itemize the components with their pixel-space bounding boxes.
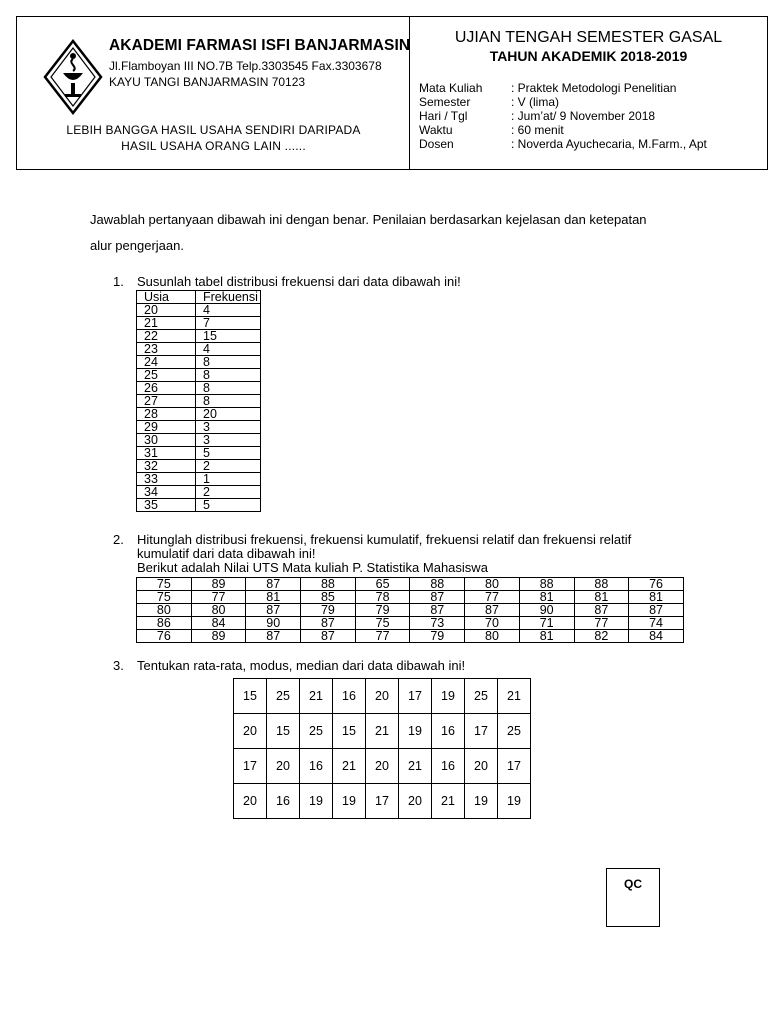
table-cell: 71 <box>519 617 574 630</box>
table-cell: 5 <box>196 447 261 460</box>
table-cell: 25 <box>267 679 300 714</box>
table-cell: 19 <box>432 679 465 714</box>
table-cell: 24 <box>137 356 196 369</box>
table-cell: 17 <box>465 714 498 749</box>
table-cell: 75 <box>137 578 192 591</box>
table-cell: 25 <box>465 679 498 714</box>
table-row <box>137 343 261 356</box>
table-row <box>234 784 531 819</box>
table-cell: 23 <box>137 343 196 356</box>
table-row <box>137 591 684 604</box>
table-cell: 74 <box>629 617 684 630</box>
table-cell: 4 <box>196 343 261 356</box>
question-1-number: 1. <box>113 274 124 289</box>
table-cell: 79 <box>301 604 356 617</box>
table-cell: 26 <box>137 382 196 395</box>
table-row <box>137 356 261 369</box>
table-cell: 88 <box>574 578 629 591</box>
column-header-age: Usia <box>137 291 196 304</box>
table-cell: 17 <box>366 784 399 819</box>
table-cell: 77 <box>355 630 410 643</box>
meta-date: Hari / Tgl : Jum’at/ 9 November 2018 <box>419 109 656 123</box>
exam-title: UJIAN TENGAH SEMESTER GASAL <box>454 29 723 46</box>
table-cell: 19 <box>465 784 498 819</box>
question-3-number: 3. <box>113 658 124 673</box>
table-row <box>137 304 261 317</box>
table-cell: 15 <box>333 714 366 749</box>
table-cell: 87 <box>465 604 520 617</box>
address-line-1: Jl.Flamboyan III NO.7B Telp.3303545 Fax.3303678 <box>109 59 382 73</box>
meta-course: Mata Kuliah : Praktek Metodologi Penelitian <box>419 81 677 95</box>
table-cell: 25 <box>300 714 333 749</box>
table-cell: 20 <box>196 408 261 421</box>
table-cell: 33 <box>137 473 196 486</box>
frequency-table <box>136 290 261 512</box>
frequency-table-body <box>137 304 261 512</box>
table-row <box>137 434 261 447</box>
table-cell: 25 <box>137 369 196 382</box>
table-cell: 85 <box>301 591 356 604</box>
table-cell: 3 <box>196 421 261 434</box>
table-cell: 17 <box>234 749 267 784</box>
table-cell: 77 <box>191 591 246 604</box>
table-cell: 75 <box>355 617 410 630</box>
table-cell: 80 <box>465 630 520 643</box>
table-cell: 34 <box>137 486 196 499</box>
table-cell: 90 <box>519 604 574 617</box>
exam-header <box>16 16 768 170</box>
meta-semester: Semester : V (lima) <box>419 95 559 109</box>
table-cell: 5 <box>196 499 261 512</box>
qc-box: QC <box>606 868 660 927</box>
meta-lecturer: Dosen : Noverda Ayuchecaria, M.Farm., Apt <box>419 137 707 151</box>
question-1-text: Susunlah tabel distribusi frekuensi dari data dibawah ini! <box>137 274 461 289</box>
table-row <box>234 679 531 714</box>
table-cell: 29 <box>137 421 196 434</box>
table-cell: 81 <box>246 591 301 604</box>
data-table <box>233 678 531 819</box>
table-row <box>234 749 531 784</box>
table-cell: 17 <box>399 679 432 714</box>
question-2-text-line-1: Hitunglah distribusi frekuensi, frekuensi kumulatif, frekuensi relatif dan frekuensi relatif <box>137 532 632 547</box>
table-cell: 15 <box>234 679 267 714</box>
exam-info-block <box>410 17 767 169</box>
table-row <box>137 330 261 343</box>
table-cell: 19 <box>333 784 366 819</box>
table-row <box>137 460 261 473</box>
table-row <box>137 421 261 434</box>
table-cell: 20 <box>267 749 300 784</box>
table-row <box>137 395 261 408</box>
motto-line-1: LEBIH BANGGA HASIL USAHA SENDIRI DARIPADA <box>66 123 361 137</box>
table-cell: 84 <box>629 630 684 643</box>
table-cell: 35 <box>137 499 196 512</box>
institution-logo-icon <box>43 39 103 115</box>
table-header-row <box>137 291 261 304</box>
table-row <box>137 578 684 591</box>
table-cell: 8 <box>196 382 261 395</box>
question-2-text-line-2: kumulatif dari data dibawah ini! <box>137 546 316 561</box>
table-cell: 25 <box>498 714 531 749</box>
table-cell: 2 <box>196 460 261 473</box>
table-cell: 20 <box>465 749 498 784</box>
table-cell: 73 <box>410 617 465 630</box>
table-cell: 21 <box>300 679 333 714</box>
table-row <box>137 447 261 460</box>
table-cell: 87 <box>246 604 301 617</box>
table-row <box>137 369 261 382</box>
table-cell: 20 <box>399 784 432 819</box>
table-cell: 80 <box>191 604 246 617</box>
table-cell: 81 <box>629 591 684 604</box>
table-cell: 4 <box>196 304 261 317</box>
motto-line-2: HASIL USAHA ORANG LAIN ...... <box>121 139 306 153</box>
table-cell: 77 <box>574 617 629 630</box>
table-cell: 19 <box>300 784 333 819</box>
table-cell: 89 <box>191 630 246 643</box>
table-cell: 88 <box>301 578 356 591</box>
table-cell: 76 <box>137 630 192 643</box>
table-cell: 31 <box>137 447 196 460</box>
table-cell: 20 <box>366 679 399 714</box>
table-cell: 21 <box>333 749 366 784</box>
table-cell: 16 <box>333 679 366 714</box>
table-cell: 79 <box>410 630 465 643</box>
table-cell: 81 <box>519 591 574 604</box>
table-cell: 86 <box>137 617 192 630</box>
table-cell: 22 <box>137 330 196 343</box>
institution-name: AKADEMI FARMASI ISFI BANJARMASIN <box>109 37 411 54</box>
table-cell: 89 <box>191 578 246 591</box>
table-cell: 8 <box>196 395 261 408</box>
table-cell: 76 <box>629 578 684 591</box>
address-line-2: KAYU TANGI BANJARMASIN 70123 <box>109 75 306 89</box>
table-cell: 16 <box>267 784 300 819</box>
table-cell: 8 <box>196 356 261 369</box>
table-cell: 15 <box>196 330 261 343</box>
table-cell: 32 <box>137 460 196 473</box>
table-row <box>137 630 684 643</box>
table-cell: 82 <box>574 630 629 643</box>
table-row <box>137 617 684 630</box>
institution-block <box>17 17 410 169</box>
table-cell: 88 <box>519 578 574 591</box>
table-cell: 21 <box>432 784 465 819</box>
table-cell: 19 <box>399 714 432 749</box>
table-cell: 19 <box>498 784 531 819</box>
table-cell: 20 <box>137 304 196 317</box>
table-row <box>234 714 531 749</box>
table-cell: 87 <box>410 591 465 604</box>
table-row <box>137 408 261 421</box>
table-row <box>137 473 261 486</box>
table-cell: 20 <box>234 784 267 819</box>
table-cell: 16 <box>432 714 465 749</box>
table-cell: 28 <box>137 408 196 421</box>
table-row <box>137 317 261 330</box>
table-cell: 81 <box>519 630 574 643</box>
table-cell: 2 <box>196 486 261 499</box>
column-header-frequency: Frekuensi <box>196 291 261 304</box>
table-cell: 78 <box>355 591 410 604</box>
table-cell: 20 <box>234 714 267 749</box>
table-cell: 87 <box>629 604 684 617</box>
meta-time: Waktu : 60 menit <box>419 123 564 137</box>
table-cell: 27 <box>137 395 196 408</box>
table-cell: 90 <box>246 617 301 630</box>
question-2-caption: Berikut adalah Nilai UTS Mata kuliah P. Statistika Mahasiswa <box>137 560 488 575</box>
table-cell: 21 <box>498 679 531 714</box>
table-row <box>137 382 261 395</box>
table-cell: 80 <box>465 578 520 591</box>
table-cell: 30 <box>137 434 196 447</box>
table-cell: 79 <box>355 604 410 617</box>
table-row <box>137 499 261 512</box>
table-cell: 15 <box>267 714 300 749</box>
question-2-number: 2. <box>113 532 124 547</box>
table-cell: 3 <box>196 434 261 447</box>
exam-year: TAHUN AKADEMIK 2018-2019 <box>489 48 688 64</box>
table-cell: 75 <box>137 591 192 604</box>
table-cell: 87 <box>246 578 301 591</box>
table-cell: 1 <box>196 473 261 486</box>
table-cell: 87 <box>246 630 301 643</box>
table-cell: 84 <box>191 617 246 630</box>
table-row <box>137 486 261 499</box>
table-cell: 77 <box>465 591 520 604</box>
score-table <box>136 577 684 643</box>
table-cell: 16 <box>300 749 333 784</box>
table-cell: 87 <box>410 604 465 617</box>
table-row <box>137 604 684 617</box>
table-cell: 16 <box>432 749 465 784</box>
question-3-text: Tentukan rata-rata, modus, median dari data dibawah ini! <box>137 658 466 673</box>
table-cell: 81 <box>574 591 629 604</box>
table-cell: 21 <box>399 749 432 784</box>
intro-line-2: alur pengerjaan. <box>90 238 184 253</box>
intro-line-1: Jawablah pertanyaan dibawah ini dengan benar. Penilaian berdasarkan kejelasan dan ketepatan <box>90 212 647 227</box>
table-cell: 87 <box>301 630 356 643</box>
data-table-body <box>234 679 531 819</box>
table-cell: 80 <box>137 604 192 617</box>
table-cell: 21 <box>366 714 399 749</box>
table-cell: 20 <box>366 749 399 784</box>
score-table-body <box>137 578 684 643</box>
table-cell: 7 <box>196 317 261 330</box>
table-cell: 21 <box>137 317 196 330</box>
table-cell: 65 <box>355 578 410 591</box>
table-cell: 87 <box>574 604 629 617</box>
table-cell: 87 <box>301 617 356 630</box>
table-cell: 17 <box>498 749 531 784</box>
table-cell: 88 <box>410 578 465 591</box>
table-cell: 8 <box>196 369 261 382</box>
table-cell: 70 <box>465 617 520 630</box>
